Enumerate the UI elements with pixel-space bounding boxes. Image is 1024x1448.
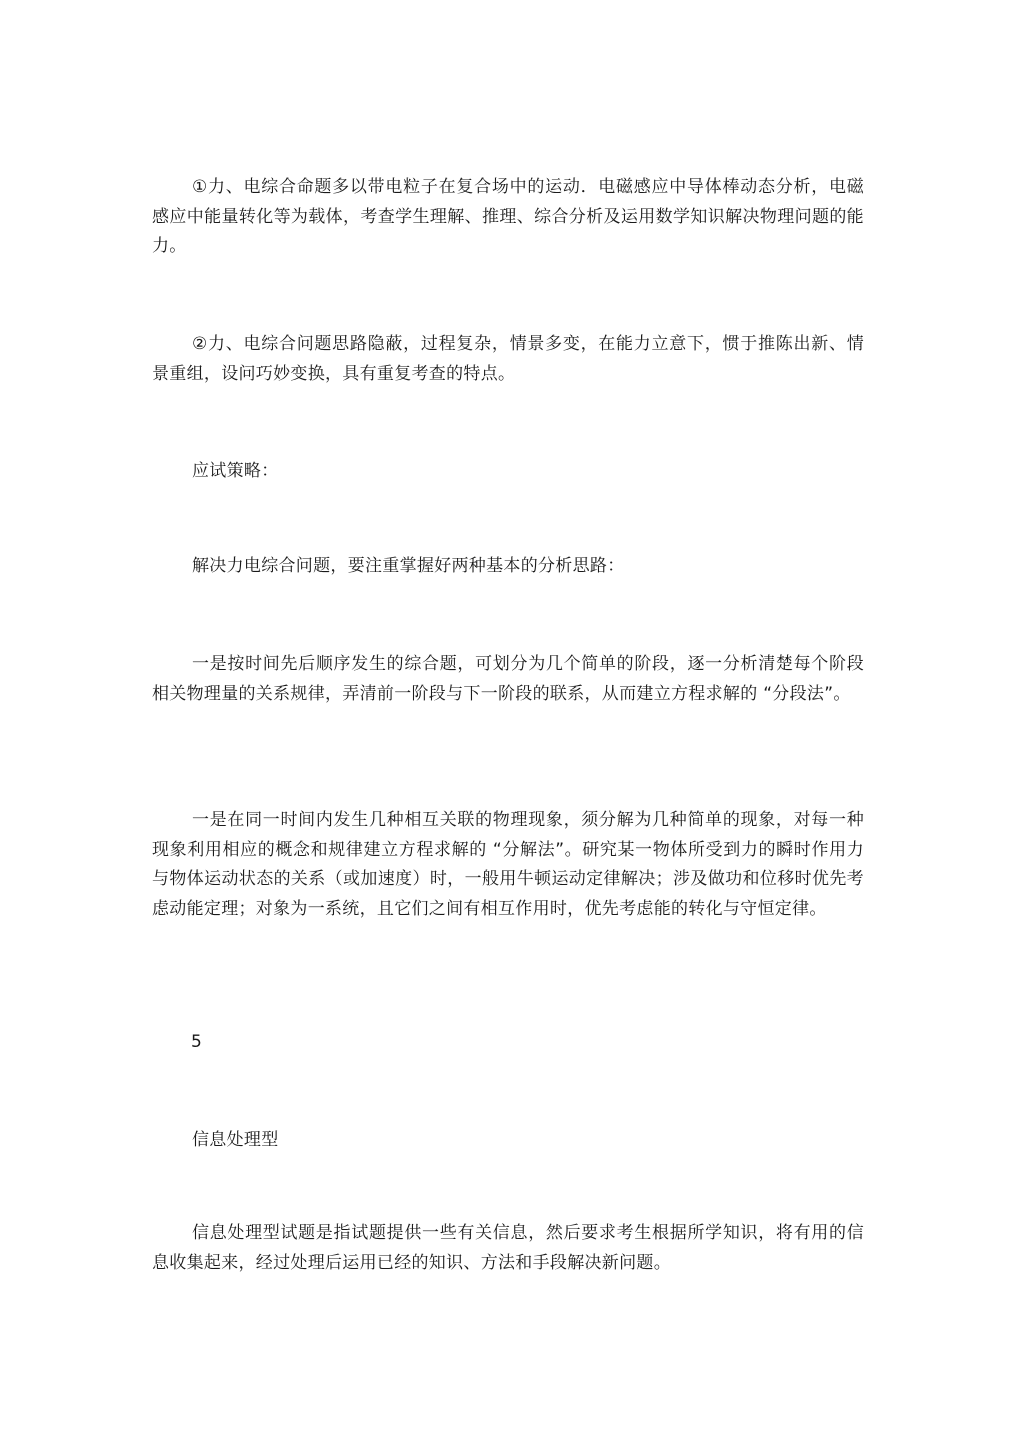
paragraph-1: ①力、电综合命题多以带电粒子在复合场中的运动．电磁感应中导体棒动态分析，电磁感应中能量转化等为载体，考查学生理解、推理、综合分析及运用数学知识解决物理问题的能力。 [152, 177, 864, 256]
paragraph-3: 解决力电综合问题，要注重掌握好两种基本的分析思路： [192, 556, 625, 576]
paragraph-5: 一是在同一时间内发生几种相互关联的物理现象，须分解为几种简单的现象，对每一种现象利用相应的概念和规律建立方程求解的 “分解法”。研究某一物体所受到力的瞬时作用力与物体运动状态的关系（或加速度）时，一般用牛顿运动定律解决；涉及做功和位移时优先考虑动能定理；对象为一系统，且它们之间有相互作用时，优先考虑能的转化与守恒定律。 [152, 810, 864, 919]
paragraph-6: 信息处理型试题是指试题提供一些有关信息，然后要求考生根据所学知识，将有用的信息收集起来，经过处理后运用已经的知识、方法和手段解决新问题。 [152, 1223, 864, 1273]
paragraph-2: ②力、电综合问题思路隐蔽，过程复杂，情景多变，在能力立意下，惯于推陈出新、情景重组，设问巧妙变换，具有重复考查的特点。 [152, 334, 864, 384]
page-number: 5 [191, 1032, 202, 1052]
section-heading-strategy: 应试策略： [192, 461, 279, 481]
paragraph-4: 一是按时间先后顺序发生的综合题，可划分为几个简单的阶段，逐一分析清楚每个阶段相关物理量的关系规律，弄清前一阶段与下一阶段的联系，从而建立方程求解的 “分段法”。 [152, 654, 864, 704]
section-heading-info: 信息处理型 [192, 1130, 279, 1150]
